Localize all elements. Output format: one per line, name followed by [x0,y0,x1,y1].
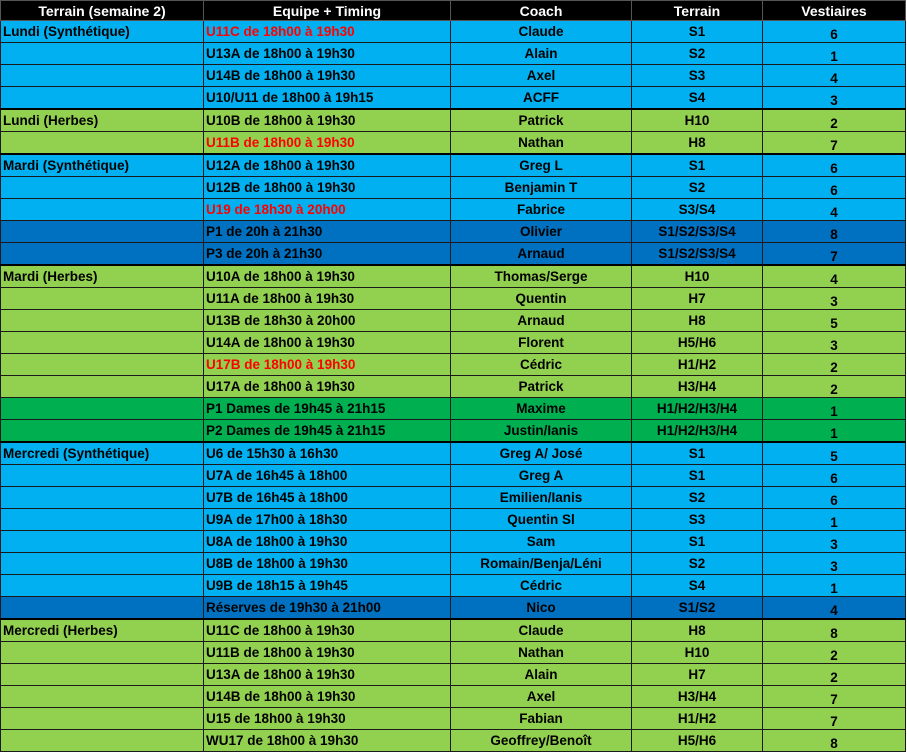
cell-coach[interactable]: Alain [451,43,632,65]
cell-coach[interactable]: Geoffrey/Benoît [451,730,632,752]
table-row [1,332,906,354]
cell-coach[interactable]: Cédric [451,354,632,376]
table-row [1,177,906,199]
cell-equipe-timing[interactable]: U17B de 18h00 à 19h30 [204,354,451,376]
table-body [1,21,906,752]
cell-group[interactable] [1,465,204,487]
cell-coach[interactable]: Axel [451,686,632,708]
cell-vestiaires[interactable]: 6 [763,154,906,177]
cell-coach[interactable]: Cédric [451,575,632,597]
cell-terrain[interactable]: S2 [632,43,763,65]
table-row [1,509,906,531]
cell-coach[interactable]: Greg A/ José [451,442,632,465]
cell-group[interactable] [1,553,204,575]
cell-group[interactable] [1,398,204,420]
cell-vestiaires[interactable]: 1 [763,420,906,443]
cell-equipe-timing[interactable]: U13A de 18h00 à 19h30 [204,43,451,65]
table-row [1,398,906,420]
table-header [1,1,906,21]
cell-vestiaires[interactable]: 7 [763,132,906,155]
cell-group[interactable] [1,708,204,730]
cell-vestiaires[interactable]: 7 [763,243,906,266]
cell-equipe-timing[interactable]: U11B de 18h00 à 19h30 [204,642,451,664]
cell-vestiaires[interactable]: 4 [763,199,906,221]
cell-terrain[interactable]: S3 [632,65,763,87]
cell-coach[interactable]: Claude [451,619,632,642]
cell-coach[interactable]: Justin/Ianis [451,420,632,443]
cell-equipe-timing[interactable]: U14B de 18h00 à 19h30 [204,686,451,708]
cell-equipe-timing[interactable]: Réserves de 19h30 à 21h00 [204,597,451,620]
cell-terrain[interactable]: H1/H2 [632,354,763,376]
cell-equipe-timing[interactable]: U10/U11 de 18h00 à 19h15 [204,87,451,110]
cell-terrain[interactable]: S4 [632,87,763,110]
cell-group[interactable] [1,575,204,597]
cell-coach[interactable]: Quentin [451,288,632,310]
cell-terrain[interactable]: S1 [632,465,763,487]
cell-equipe-timing[interactable]: U8A de 18h00 à 19h30 [204,531,451,553]
cell-group[interactable]: Mardi (Herbes) [1,265,204,288]
cell-vestiaires[interactable]: 4 [763,65,906,87]
table-row [1,243,906,266]
cell-terrain[interactable]: H7 [632,664,763,686]
header-terrain[interactable]: Terrain [632,1,763,21]
cell-terrain[interactable]: S3/S4 [632,199,763,221]
cell-group[interactable] [1,177,204,199]
cell-group[interactable] [1,87,204,110]
cell-vestiaires[interactable]: 5 [763,310,906,332]
cell-vestiaires[interactable]: 3 [763,553,906,575]
cell-group[interactable] [1,310,204,332]
table-row [1,21,906,43]
cell-terrain[interactable]: H5/H6 [632,730,763,752]
cell-coach[interactable]: Fabian [451,708,632,730]
table-row [1,310,906,332]
cell-group[interactable]: Lundi (Synthétique) [1,21,204,43]
table-row [1,686,906,708]
cell-terrain[interactable]: S1 [632,531,763,553]
cell-coach[interactable]: Fabrice [451,199,632,221]
cell-equipe-timing[interactable]: U8B de 18h00 à 19h30 [204,553,451,575]
cell-terrain[interactable]: S1 [632,154,763,177]
cell-terrain[interactable]: H8 [632,132,763,155]
cell-terrain[interactable]: S1/S2/S3/S4 [632,243,763,266]
table-row [1,109,906,132]
cell-terrain[interactable]: H10 [632,109,763,132]
cell-terrain[interactable]: S2 [632,553,763,575]
cell-vestiaires[interactable]: 1 [763,509,906,531]
table-row [1,642,906,664]
table-row [1,288,906,310]
cell-coach[interactable]: Greg L [451,154,632,177]
cell-vestiaires[interactable]: 7 [763,686,906,708]
cell-vestiaires[interactable]: 8 [763,730,906,752]
cell-equipe-timing[interactable]: U11C de 18h00 à 19h30 [204,21,451,43]
cell-terrain[interactable]: S4 [632,575,763,597]
cell-terrain[interactable]: S2 [632,177,763,199]
cell-vestiaires[interactable]: 5 [763,442,906,465]
cell-vestiaires[interactable]: 6 [763,465,906,487]
cell-coach[interactable]: Greg A [451,465,632,487]
cell-equipe-timing[interactable]: U10B de 18h00 à 19h30 [204,109,451,132]
cell-equipe-timing[interactable]: U13B de 18h30 à 20h00 [204,310,451,332]
table-row [1,132,906,155]
cell-coach[interactable]: Patrick [451,109,632,132]
cell-coach[interactable]: Arnaud [451,310,632,332]
cell-vestiaires[interactable]: 2 [763,354,906,376]
cell-terrain[interactable]: H8 [632,310,763,332]
cell-coach[interactable]: Nathan [451,132,632,155]
cell-vestiaires[interactable]: 1 [763,575,906,597]
cell-vestiaires[interactable]: 2 [763,664,906,686]
cell-equipe-timing[interactable]: U11B de 18h00 à 19h30 [204,132,451,155]
table-row [1,376,906,398]
table-row [1,531,906,553]
cell-terrain[interactable]: H1/H2 [632,708,763,730]
cell-coach[interactable]: Florent [451,332,632,354]
cell-vestiaires[interactable]: 1 [763,43,906,65]
header-vestiaires[interactable]: Vestiaires [763,1,906,21]
cell-coach[interactable]: Maxime [451,398,632,420]
cell-coach[interactable]: Benjamin T [451,177,632,199]
header-coach[interactable]: Coach [451,1,632,21]
table-row [1,597,906,620]
table-row [1,65,906,87]
cell-coach[interactable]: Nathan [451,642,632,664]
cell-equipe-timing[interactable]: U9A de 17h00 à 18h30 [204,509,451,531]
cell-equipe-timing[interactable]: U10A de 18h00 à 19h30 [204,265,451,288]
cell-group[interactable]: Mercredi (Herbes) [1,619,204,642]
cell-coach[interactable]: Thomas/Serge [451,265,632,288]
cell-coach[interactable]: Alain [451,664,632,686]
cell-equipe-timing[interactable]: U7A de 16h45 à 18h00 [204,465,451,487]
cell-equipe-timing[interactable]: U19 de 18h30 à 20h00 [204,199,451,221]
cell-terrain[interactable]: H1/H2/H3/H4 [632,398,763,420]
cell-coach[interactable]: Axel [451,65,632,87]
cell-group[interactable] [1,509,204,531]
table-row [1,420,906,443]
cell-vestiaires[interactable]: 3 [763,531,906,553]
cell-terrain[interactable]: S1/S2 [632,597,763,620]
cell-group[interactable]: Mardi (Synthétique) [1,154,204,177]
table-row [1,221,906,243]
table-row [1,465,906,487]
cell-terrain[interactable]: S1/S2/S3/S4 [632,221,763,243]
cell-group[interactable] [1,420,204,443]
cell-group[interactable] [1,354,204,376]
cell-equipe-timing[interactable]: U14B de 18h00 à 19h30 [204,65,451,87]
cell-group[interactable] [1,65,204,87]
cell-vestiaires[interactable]: 2 [763,109,906,132]
cell-group[interactable] [1,531,204,553]
cell-coach[interactable]: Olivier [451,221,632,243]
cell-equipe-timing[interactable]: U6 de 15h30 à 16h30 [204,442,451,465]
cell-equipe-timing[interactable]: WU17 de 18h00 à 19h30 [204,730,451,752]
cell-coach[interactable]: Patrick [451,376,632,398]
cell-vestiaires[interactable]: 4 [763,597,906,620]
cell-terrain[interactable]: H7 [632,288,763,310]
cell-group[interactable] [1,376,204,398]
cell-equipe-timing[interactable]: U17A de 18h00 à 19h30 [204,376,451,398]
cell-terrain[interactable]: H10 [632,265,763,288]
cell-vestiaires[interactable]: 8 [763,619,906,642]
table-row [1,442,906,465]
cell-terrain[interactable]: H8 [632,619,763,642]
cell-equipe-timing[interactable]: P3 de 20h à 21h30 [204,243,451,266]
table-row [1,354,906,376]
table-row [1,619,906,642]
cell-equipe-timing[interactable]: P2 Dames de 19h45 à 21h15 [204,420,451,443]
table-row [1,199,906,221]
cell-terrain[interactable]: H10 [632,642,763,664]
cell-equipe-timing[interactable]: U9B de 18h15 à 19h45 [204,575,451,597]
cell-group[interactable] [1,221,204,243]
cell-equipe-timing[interactable]: P1 Dames de 19h45 à 21h15 [204,398,451,420]
cell-terrain[interactable]: S1 [632,442,763,465]
cell-coach[interactable]: ACFF [451,87,632,110]
cell-group[interactable] [1,597,204,620]
cell-terrain[interactable]: H1/H2/H3/H4 [632,420,763,443]
cell-vestiaires[interactable]: 6 [763,21,906,43]
cell-equipe-timing[interactable]: U11C de 18h00 à 19h30 [204,619,451,642]
cell-group[interactable] [1,243,204,266]
cell-coach[interactable]: Romain/Benja/Léni [451,553,632,575]
table-row [1,730,906,752]
cell-group[interactable] [1,642,204,664]
cell-group[interactable] [1,43,204,65]
cell-coach[interactable]: Quentin Sl [451,509,632,531]
table-row [1,154,906,177]
cell-equipe-timing[interactable]: U13A de 18h00 à 19h30 [204,664,451,686]
table-row [1,553,906,575]
cell-group[interactable] [1,730,204,752]
cell-terrain[interactable]: S1 [632,21,763,43]
cell-vestiaires[interactable]: 3 [763,332,906,354]
cell-vestiaires[interactable]: 6 [763,487,906,509]
cell-terrain[interactable]: H3/H4 [632,686,763,708]
cell-terrain[interactable]: H3/H4 [632,376,763,398]
cell-group[interactable]: Mercredi (Synthétique) [1,442,204,465]
cell-group[interactable] [1,132,204,155]
cell-equipe-timing[interactable]: U7B de 16h45 à 18h00 [204,487,451,509]
cell-group[interactable] [1,487,204,509]
cell-vestiaires[interactable]: 2 [763,376,906,398]
cell-equipe-timing[interactable]: U11A de 18h00 à 19h30 [204,288,451,310]
cell-equipe-timing[interactable]: U12A de 18h00 à 19h30 [204,154,451,177]
cell-group[interactable] [1,288,204,310]
cell-coach[interactable]: Arnaud [451,243,632,266]
cell-group[interactable] [1,686,204,708]
table-row [1,575,906,597]
cell-coach[interactable]: Sam [451,531,632,553]
cell-vestiaires[interactable]: 3 [763,87,906,110]
cell-vestiaires[interactable]: 6 [763,177,906,199]
cell-vestiaires[interactable]: 4 [763,265,906,288]
cell-equipe-timing[interactable]: P1 de 20h à 21h30 [204,221,451,243]
cell-vestiaires[interactable]: 1 [763,398,906,420]
table-row [1,708,906,730]
cell-vestiaires[interactable]: 3 [763,288,906,310]
cell-equipe-timing[interactable]: U14A de 18h00 à 19h30 [204,332,451,354]
cell-equipe-timing[interactable]: U12B de 18h00 à 19h30 [204,177,451,199]
table-row [1,43,906,65]
cell-group[interactable] [1,664,204,686]
header-equipe-timing[interactable]: Equipe + Timing [204,1,451,21]
table-row [1,487,906,509]
table-row [1,664,906,686]
cell-coach[interactable]: Emilien/Ianis [451,487,632,509]
cell-terrain[interactable]: S3 [632,509,763,531]
header-terrain-semaine[interactable]: Terrain (semaine 2) [1,1,204,21]
table-row [1,265,906,288]
cell-group[interactable] [1,199,204,221]
cell-terrain[interactable]: H5/H6 [632,332,763,354]
cell-group[interactable]: Lundi (Herbes) [1,109,204,132]
cell-group[interactable] [1,332,204,354]
cell-terrain[interactable]: S2 [632,487,763,509]
cell-coach[interactable]: Claude [451,21,632,43]
cell-vestiaires[interactable]: 7 [763,708,906,730]
cell-vestiaires[interactable]: 8 [763,221,906,243]
cell-coach[interactable]: Nico [451,597,632,620]
cell-vestiaires[interactable]: 2 [763,642,906,664]
cell-equipe-timing[interactable]: U15 de 18h00 à 19h30 [204,708,451,730]
table-row [1,87,906,110]
